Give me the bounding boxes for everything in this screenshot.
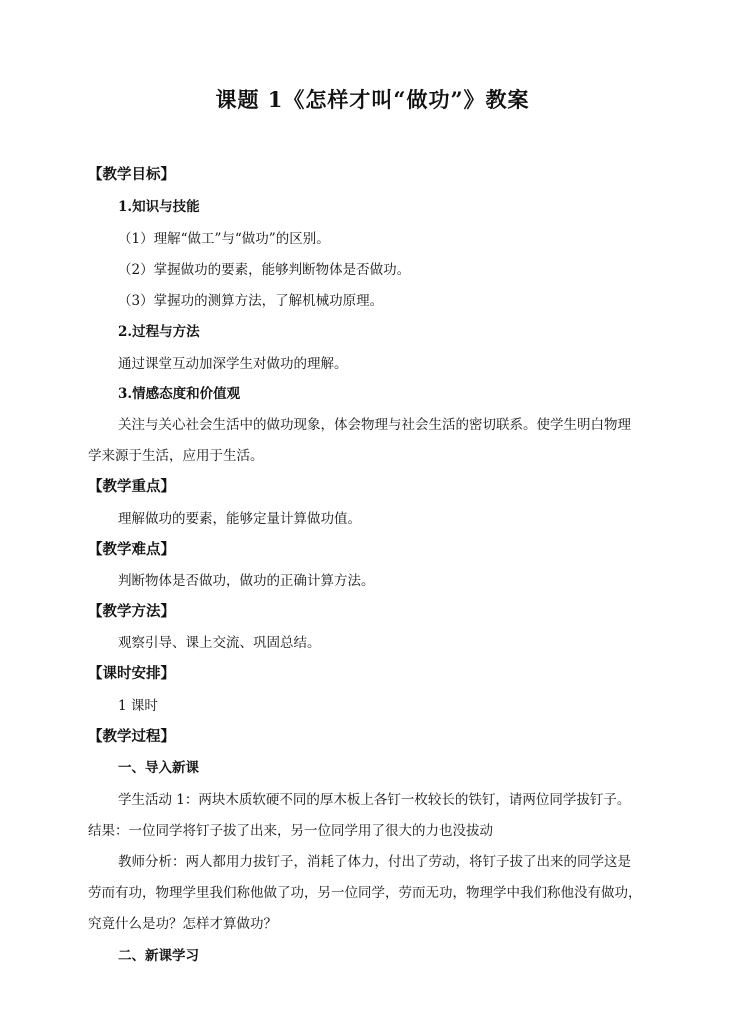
subheading-knowledge: 1.知识与技能 — [118, 199, 200, 215]
objective-item-1: （1）理解“做工”与“做功”的区别。 — [118, 231, 330, 247]
schedule-text: 1 课时 — [118, 698, 158, 714]
heading-schedule: 【课时安排】 — [88, 665, 175, 682]
methods-text: 观察引导、课上交流、巩固总结。 — [118, 635, 321, 651]
analysis-line-1: 教师分析：两人都用力拔钉子，消耗了体力，付出了劳动，将钉子拔了出来的同学这是 — [118, 854, 631, 870]
activity-text: 学生活动 1：两块木质软硬不同的厚木板上各钉一枚较长的铁钉，请两位同学拔钉子。 — [118, 792, 631, 808]
values-line-2: 学来源于生活，应用于生活。 — [88, 448, 264, 464]
heading-difficulties: 【教学难点】 — [88, 541, 175, 558]
heading-objectives: 【教学目标】 — [88, 166, 175, 183]
subheading-intro: 一、导入新课 — [118, 760, 199, 776]
subheading-values: 3.情感态度和价值观 — [118, 386, 241, 402]
subheading-process-method: 2.过程与方法 — [118, 324, 200, 340]
objective-item-3: （3）掌握功的测算方法，了解机械功原理。 — [118, 293, 384, 309]
heading-methods: 【教学方法】 — [88, 603, 175, 620]
objective-item-2: （2）掌握做功的要素，能够判断物体是否做功。 — [118, 262, 411, 278]
heading-process: 【教学过程】 — [88, 728, 175, 745]
result-text: 结果：一位同学将钉子拔了出来，另一位同学用了很大的力也没拔动 — [88, 823, 493, 839]
key-points-text: 理解做功的要素，能够定量计算做功值。 — [118, 511, 361, 527]
difficulties-text: 判断物体是否做功，做功的正确计算方法。 — [118, 573, 375, 589]
process-method-text: 通过课堂互动加深学生对做功的理解。 — [118, 356, 348, 372]
heading-key-points: 【教学重点】 — [88, 478, 175, 495]
analysis-line-3: 究竟什么是功？怎样才算做功？ — [88, 916, 277, 932]
analysis-line-2: 劳而有功，物理学里我们称他做了功，另一位同学，劳而无功，物理学中我们称他没有做功， — [88, 885, 642, 901]
document-title: 课题 1《怎样才叫“做功”》教案 — [215, 87, 530, 112]
values-line-1: 关注与关心社会生活中的做功现象，体会物理与社会生活的密切联系。使学生明白物理 — [118, 417, 631, 433]
subheading-new-lesson: 二、新课学习 — [118, 948, 199, 964]
